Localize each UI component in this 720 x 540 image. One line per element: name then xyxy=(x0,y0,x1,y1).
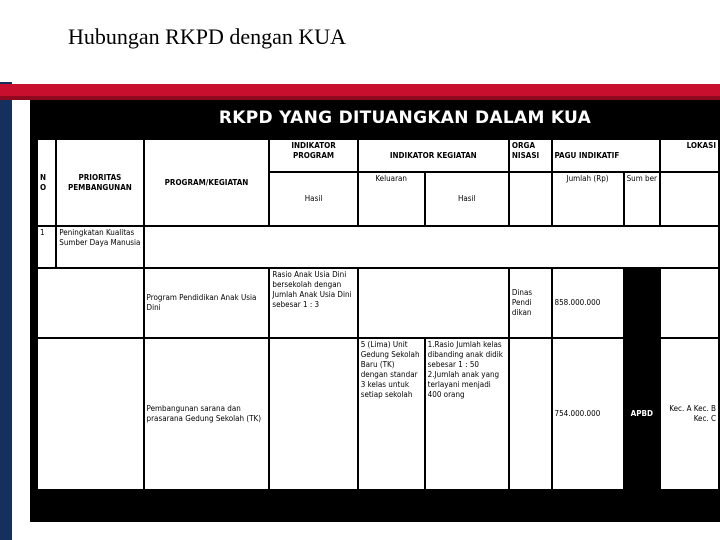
header-indikator-program: INDIKATOR PROGRAM xyxy=(270,140,356,171)
header-prioritas: PRIORITAS PEMBANGUNAN xyxy=(57,140,142,225)
row1-empty xyxy=(145,227,718,267)
row2-sumber-blank xyxy=(625,269,660,337)
row3-jumlah: 754.000.000 xyxy=(553,339,623,489)
row2-blank-left xyxy=(38,269,143,337)
row3-organisasi-blank xyxy=(510,339,551,489)
header-pagu-indikatif: PAGU INDIKATIF xyxy=(553,140,660,171)
row2-blank-kegiatan xyxy=(359,269,508,337)
header-jumlah: Jumlah (Rp) xyxy=(553,173,623,225)
rkpd-kua-table xyxy=(36,138,720,491)
row3-program: Pembangunan sarana dan prasarana Gedung Sekolah (TK) xyxy=(145,339,269,489)
left-accent-bar xyxy=(0,82,12,540)
slide-title: Hubungan RKPD dengan KUA xyxy=(68,24,347,49)
header-sumber: Sum ber xyxy=(625,173,660,225)
table-row xyxy=(38,269,718,337)
row2-hasil-program: Rasio Anak Usia Dini bersekolah dengan Jumlah Anak Usia Dini sebesar 1 : 3 xyxy=(270,269,356,337)
row3-blank-left xyxy=(38,339,143,489)
header-no: N O xyxy=(38,140,55,225)
table-row xyxy=(38,339,718,489)
header-hasil-program: Hasil xyxy=(270,173,356,225)
row3-hasil-program-blank xyxy=(270,339,356,489)
header-organisasi: ORGA NISASI xyxy=(510,140,551,171)
row1-prioritas: Peningkatan Kualitas Sumber Daya Manusia xyxy=(57,227,142,267)
header-hasil-kegiatan: Hasil xyxy=(426,173,508,225)
row1-no: 1 xyxy=(38,227,55,267)
row3-lokasi: Kec. A Kec. B Kec. C xyxy=(661,339,718,489)
row3-hasil-kegiatan: 1.Rasio Jumlah kelas dibanding anak didik sebesar 1 : 50 2.Jumlah anak yang terlayani menjadi 400 orang xyxy=(426,339,508,489)
header-row-1 xyxy=(38,140,718,171)
header-indikator-kegiatan: INDIKATOR KEGIATAN xyxy=(359,140,508,171)
header-keluaran: Keluaran xyxy=(359,173,424,225)
row2-organisasi: Dinas Pendi dikan xyxy=(510,269,551,337)
panel-title: RKPD YANG DITUANGKAN DALAM KUA xyxy=(218,108,592,128)
header-lokasi-blank xyxy=(661,173,718,225)
red-divider-bar xyxy=(0,84,720,96)
row2-program: Program Pendidikan Anak Usia Dini xyxy=(145,269,269,337)
header-organisasi-blank xyxy=(510,173,551,225)
row3-keluaran: 5 (Lima) Unit Gedung Sekolah Baru (TK) dengan standar 3 kelas untuk setiap sekolah xyxy=(359,339,424,489)
kua-panel xyxy=(30,100,720,522)
header-lokasi: LOKASI xyxy=(661,140,718,171)
row2-lokasi-blank xyxy=(661,269,718,337)
header-program: PROGRAM/KEGIATAN xyxy=(145,140,269,225)
row3-sumber: APBD xyxy=(625,339,660,489)
row2-jumlah: 858.000.000 xyxy=(553,269,623,337)
table-row xyxy=(38,227,718,267)
